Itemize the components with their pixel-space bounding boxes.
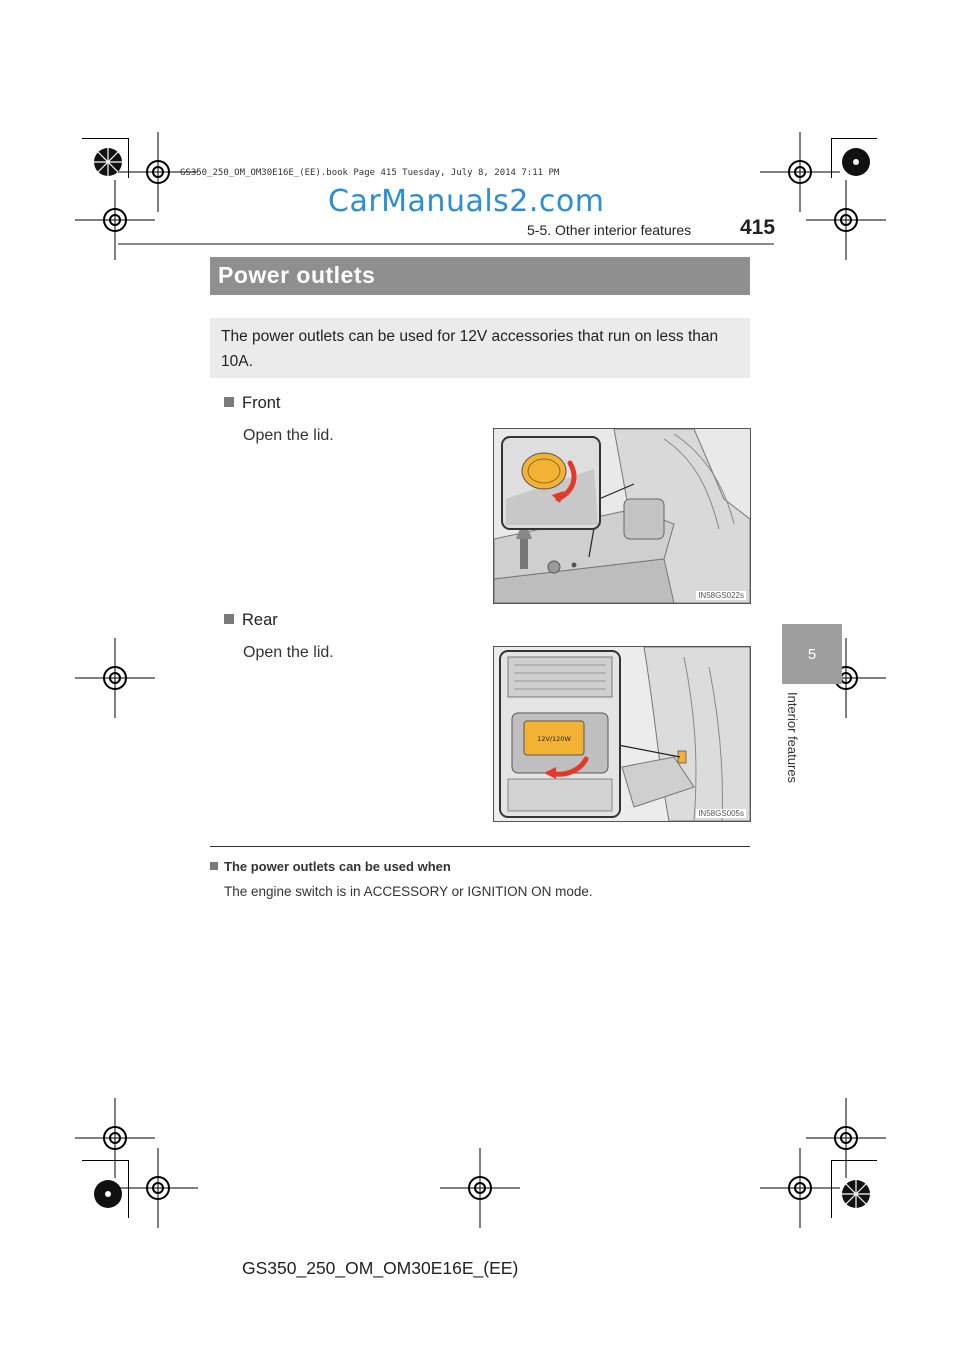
section-heading-rear xyxy=(224,611,278,630)
crop-line xyxy=(82,1160,128,1161)
section-heading-text: Front xyxy=(242,394,281,412)
page-number: 415 xyxy=(740,216,776,239)
section-heading-text: Rear xyxy=(242,611,278,629)
registration-mark-bottom-left xyxy=(118,1148,198,1228)
chapter-label-text: Interior features xyxy=(785,692,800,784)
note-text: The engine switch is in ACCESSORY or IGNITION ON mode. xyxy=(224,884,593,899)
footer-code: GS350_250_OM_OM30E16E_(EE) xyxy=(242,1258,519,1278)
crop-line xyxy=(831,1160,877,1161)
section-heading-front xyxy=(224,394,281,413)
front-instruction: Open the lid. xyxy=(243,427,334,444)
note-rule xyxy=(210,846,750,847)
crop-line xyxy=(128,138,129,178)
registration-mark-top-right-lower xyxy=(806,180,886,260)
square-bullet-icon xyxy=(224,397,234,407)
chapter-number: 5 xyxy=(807,645,817,663)
page-title: Power outlets xyxy=(218,262,376,288)
book-file-line: GS350_250_OM_OM30E16E_(EE).book Page 415 Tuesday, July 8, 2014 7:11 PM xyxy=(180,168,560,178)
note-heading-text: The power outlets can be used when xyxy=(224,859,451,874)
crop-line xyxy=(82,138,128,139)
watermark: CarManuals2.com xyxy=(328,184,605,219)
square-bullet-icon xyxy=(224,614,234,624)
chapter-tab xyxy=(782,624,842,684)
header-rule xyxy=(118,243,774,245)
title-bar xyxy=(210,257,750,295)
note-heading xyxy=(210,859,451,874)
crop-line xyxy=(831,1160,832,1218)
crop-line xyxy=(128,1160,129,1218)
front-figure-code: IN58GS022s xyxy=(698,591,744,600)
registration-mark-bottom-right-outer xyxy=(816,1154,896,1234)
crop-line xyxy=(831,138,832,178)
rear-instruction: Open the lid. xyxy=(243,644,334,661)
rear-figure-code: IN58GS005s xyxy=(698,809,744,818)
front-outlet-figure xyxy=(493,428,751,604)
rear-outlet-label: 12V/120W xyxy=(537,735,571,743)
section-title: 5-5. Other interior features xyxy=(527,222,692,238)
registration-mark-top-left-lower xyxy=(75,180,155,260)
rear-outlet-figure xyxy=(493,646,751,822)
intro-text: The power outlets can be used for 12V accessories that run on less than 10A. xyxy=(221,328,719,370)
registration-mark-middle-left xyxy=(75,638,155,718)
registration-mark-bottom-center xyxy=(440,1148,520,1228)
square-bullet-icon xyxy=(210,862,218,870)
crop-line xyxy=(831,138,877,139)
chapter-label xyxy=(784,692,802,802)
intro-box xyxy=(210,318,750,378)
